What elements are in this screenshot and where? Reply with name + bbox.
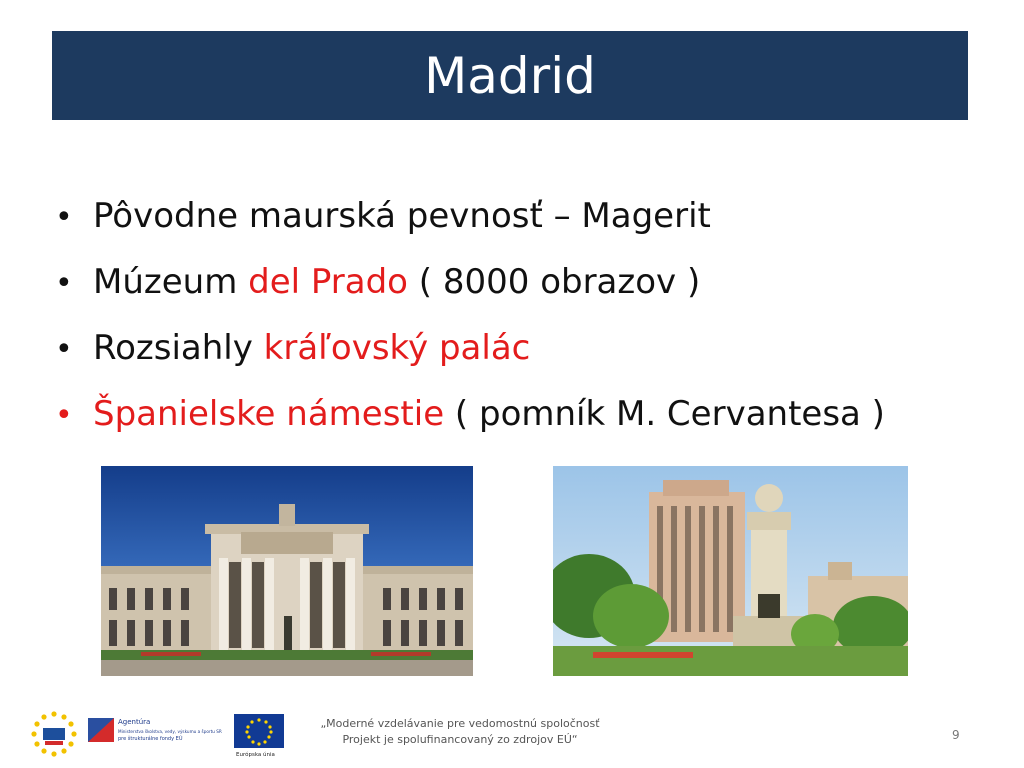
bullet-text-highlight: Španielske námestie [93,394,445,434]
svg-text:pre štrukturálne fondy EÚ: pre štrukturálne fondy EÚ [118,736,183,742]
bullet-dot: • [55,398,73,433]
eu-flag-logo [234,714,284,758]
bullet-text [93,262,700,303]
svg-text:Európska únia: Európska únia [236,752,275,758]
bullet-text-highlight: del Prado [248,262,408,302]
op-vzdelavanie-logo [31,711,76,756]
bullet-item [55,196,995,262]
bullet-text [93,394,885,435]
svg-text:Agentúra: Agentúra [118,718,151,726]
slide-title: Madrid [424,46,596,105]
bullet-item [55,328,995,394]
bullet-item [55,394,995,460]
museo-del-prado-photo [101,466,473,676]
bullet-text-part: Múzeum [93,262,249,302]
bullet-list [55,196,995,460]
title-bar [52,31,968,120]
agentura-logo [88,718,222,742]
plaza-de-espana-photo [553,466,908,676]
footer-line1: „Moderné vzdelávanie pre vedomostnú spoločnosť [320,717,600,730]
footer-line2: Projekt je spolufinancovaný zo zdrojov EÚ“ [342,732,578,746]
bullet-text-part: ( 8000 obrazov ) [407,262,701,302]
bullet-text: Pôvodne maurská pevnosť – Magerit [93,196,711,236]
prado-illustration [101,466,473,676]
page-number: 9 [952,728,960,742]
logos-strip [28,708,288,760]
bullet-dot: • [55,266,73,301]
bullet-dot: • [55,332,73,367]
footer-text [300,716,620,748]
bullet-item [55,262,995,328]
bullet-text-part: ( pomník M. Cervantesa ) [444,394,885,434]
svg-text:Ministerstva školstva, vedy, v: Ministerstva školstva, vedy, výskumu a športu SR [118,729,222,734]
bullet-text-part: Rozsiahly [93,328,264,368]
bullet-dot: • [55,200,73,235]
bullet-text-highlight: kráľovský palác [263,328,531,368]
footer-logos [28,708,288,760]
plaza-illustration [553,466,908,676]
bullet-text [93,328,530,369]
